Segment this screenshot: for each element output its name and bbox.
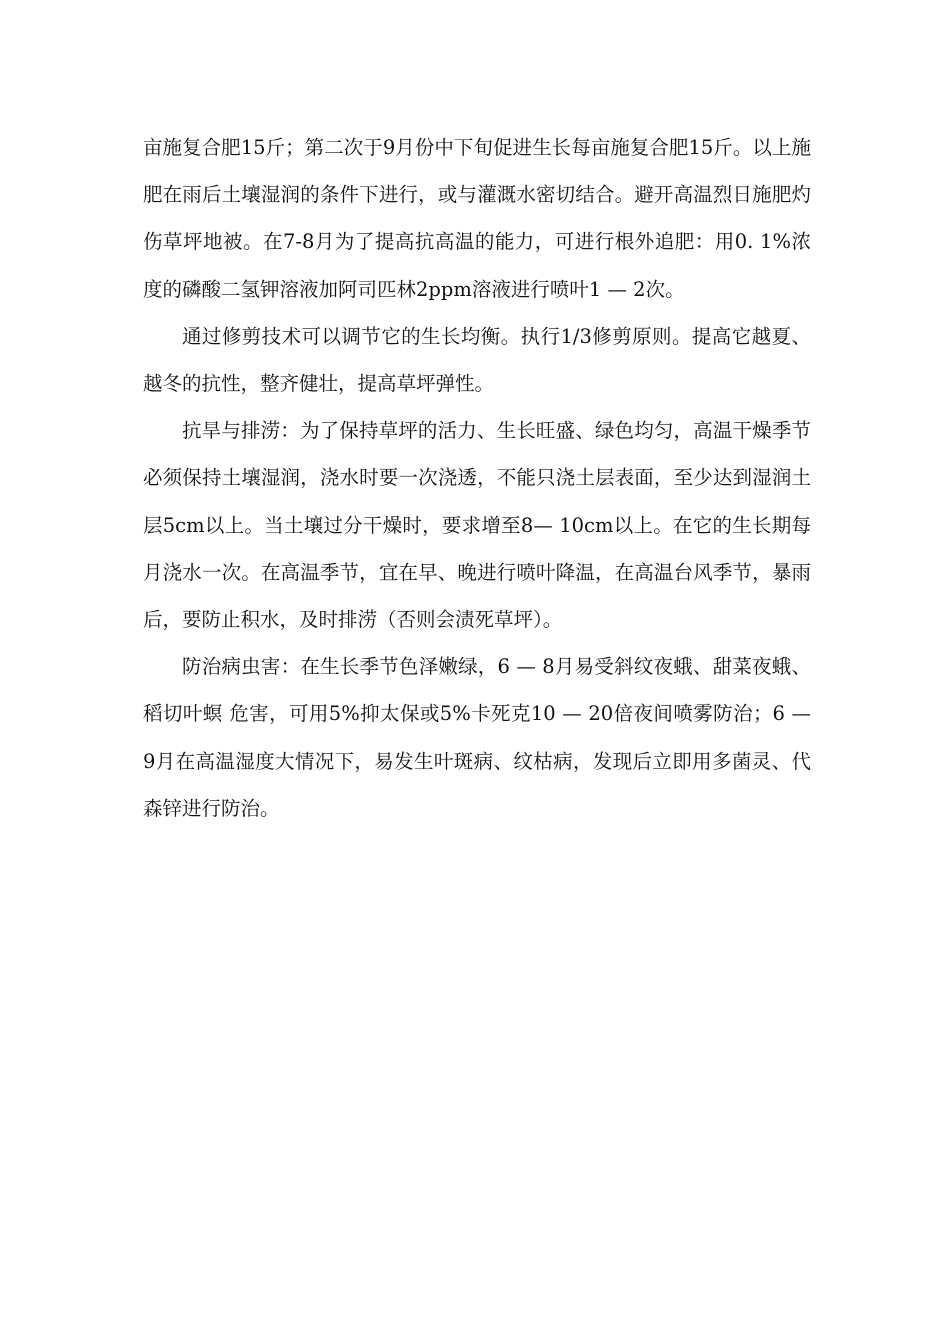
paragraph-fertilizing: 亩施复合肥15斤；第二次于9月份中下旬促进生长每亩施复合肥15斤。以上施肥在雨后土壤湿润的条件下进行，或与灌溉水密切结合。避开高温烈日施肥灼伤草坪地被。在7-8月为了提高抗高温的能力，可进行根外追肥：用0. 1%浓度的磷酸二氢钾溶液加阿司匹林2ppm溶液进行喷叶1 — 2次。	[143, 136, 811, 301]
paragraph-pest-control: 防治病虫害：在生长季节色泽嫩绿，6 — 8月易受斜纹夜蛾、甜菜夜蛾、稻切叶螟 危害，可用5%抑太保或5%卡死克10 — 20倍夜间喷雾防治；6 — 9月在高温湿度大情况下，易发生叶斑病、纹枯病，发现后立即用多菌灵、代森锌进行防治。	[143, 655, 811, 820]
paragraph-drought-drainage: 抗旱与排涝：为了保持草坪的活力、生长旺盛、绿色均匀，高温干燥季节必须保持土壤湿润，浇水时要一次浇透，不能只浇土层表面，至少达到湿润土层5cm以上。当土壤过分干燥时，要求增至8— 10cm以上。在它的生长期每月浇水一次。在高温季节，宜在早、晚进行喷叶降温，在高温台风季节，暴雨后，要防止积水，及时排涝（否则会渍死草坪）。	[143, 419, 811, 632]
paragraph-pruning: 通过修剪技术可以调节它的生长均衡。执行1/3修剪原则。提高它越夏、越冬的抗性，整齐健壮，提高草坪弹性。	[143, 324, 811, 396]
document-body	[143, 124, 811, 832]
